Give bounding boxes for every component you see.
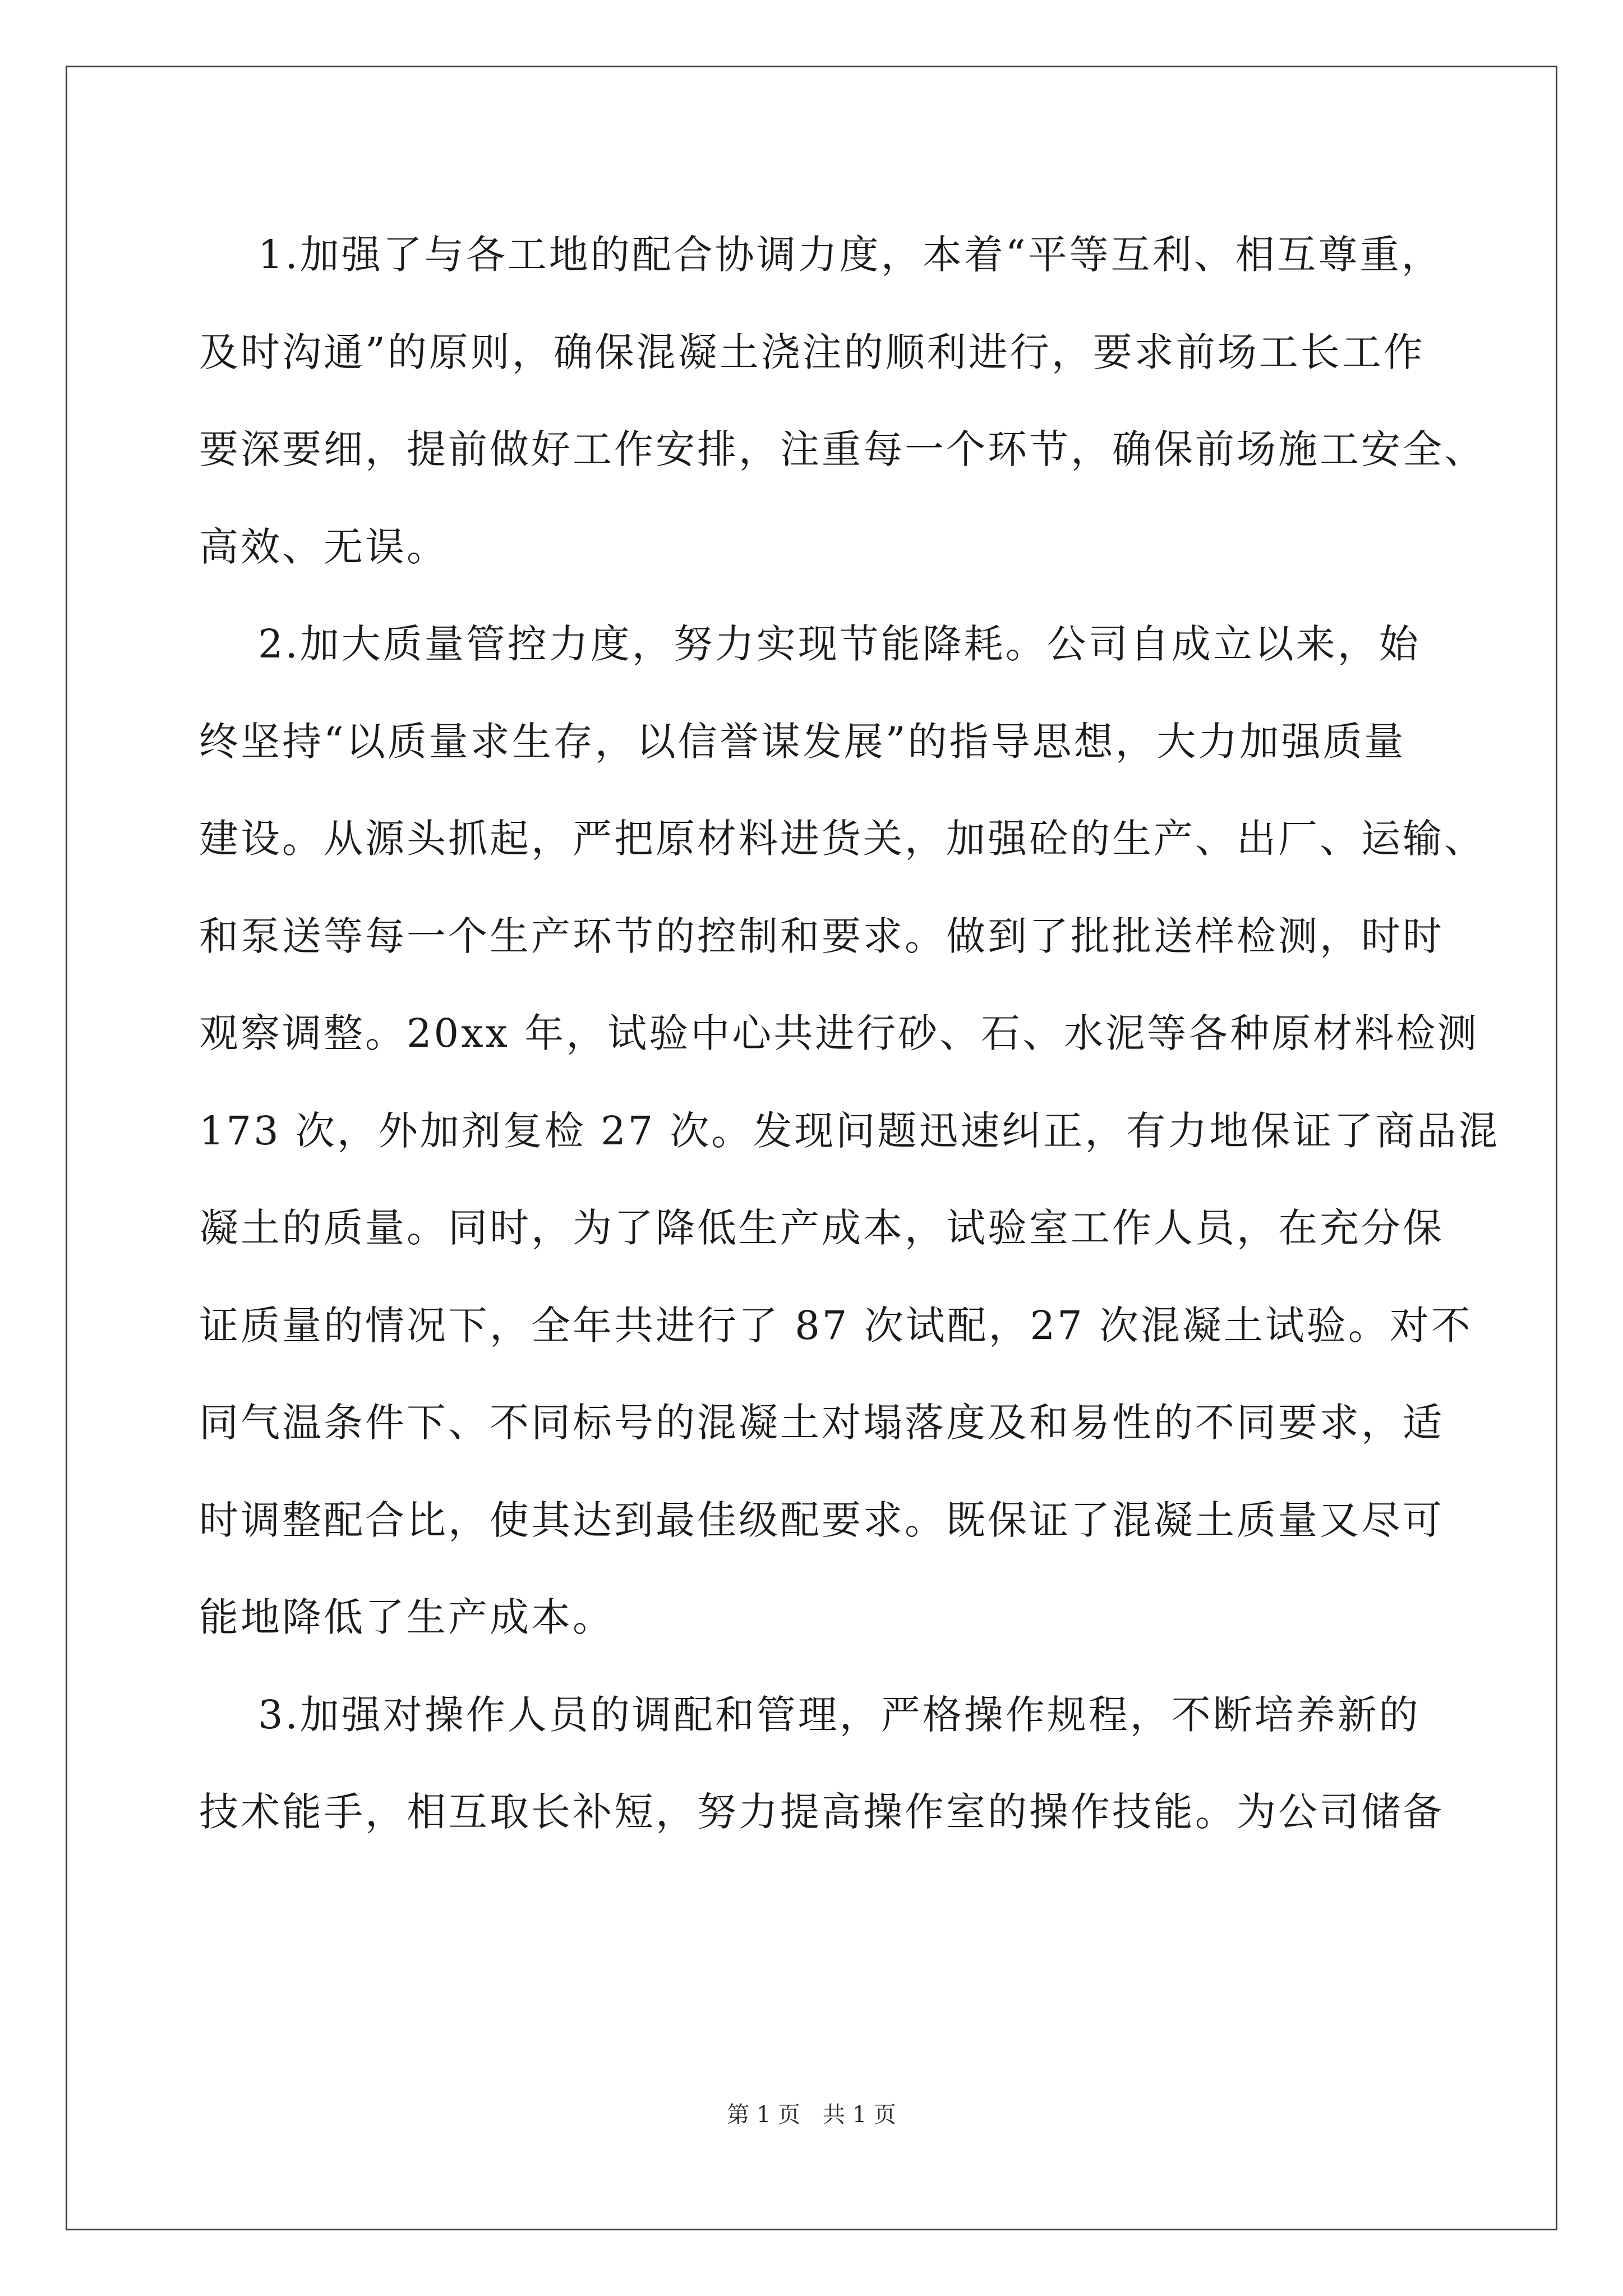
text-line: 观察调整。20xx 年，试验中心共进行砂、石、水泥等各种原材料检测 [199, 1010, 1479, 1056]
paragraph-2 [199, 596, 1500, 1667]
text-line: 及时沟通”的原则，确保混凝土浇注的顺利进行，要求前场工长工作 [199, 329, 1425, 375]
text-line: 能地降低了生产成本。 [199, 1594, 614, 1640]
text-line: 证质量的情况下，全年共进行了 87 次试配，27 次混凝土试验。对不 [199, 1302, 1473, 1349]
text-line: 凝土的质量。同时，为了降低生产成本，试验室工作人员，在充分保 [199, 1205, 1444, 1251]
text-line: 时调整配合比，使其达到最佳级配要求。既保证了混凝土质量又尽可 [199, 1497, 1444, 1543]
text-line: 要深要细，提前做好工作安排，注重每一个环节，确保前场施工安全、 [199, 426, 1486, 472]
text-line: 2.加大质量管控力度，努力实现节能降耗。公司自成立以来，始 [199, 621, 1421, 667]
paragraph-3 [199, 1667, 1444, 1861]
text-line: 和泵送等每一个生产环节的控制和要求。做到了批批送样检测，时时 [199, 913, 1444, 959]
text-line: 3.加强对操作人员的调配和管理，严格操作规程，不断培养新的 [199, 1691, 1421, 1738]
text-line: 技术能手，相互取长补短，努力提高操作室的操作技能。为公司储备 [199, 1789, 1444, 1835]
text-line: 1.加强了与各工地的配合协调力度，本着“平等互利、相互尊重， [199, 232, 1443, 278]
text-line: 同气温条件下、不同标号的混凝土对塌落度及和易性的不同要求，适 [199, 1400, 1444, 1446]
document-body [199, 206, 1500, 1861]
text-line: 建设。从源头抓起，严把原材料进货关，加强砼的生产、出厂、运输、 [199, 816, 1486, 862]
text-line: 173 次，外加剂复检 27 次。发现问题迅速纠正，有力地保证了商品混 [199, 1107, 1500, 1154]
text-line: 终坚持“以质量求生存，以信誉谋发展”的指导思想，大力加强质量 [199, 718, 1406, 765]
text-line: 高效、无误。 [199, 523, 448, 570]
page-footer: 第 1 页 共 1 页 [727, 2102, 896, 2128]
paragraph-1 [199, 206, 1486, 596]
